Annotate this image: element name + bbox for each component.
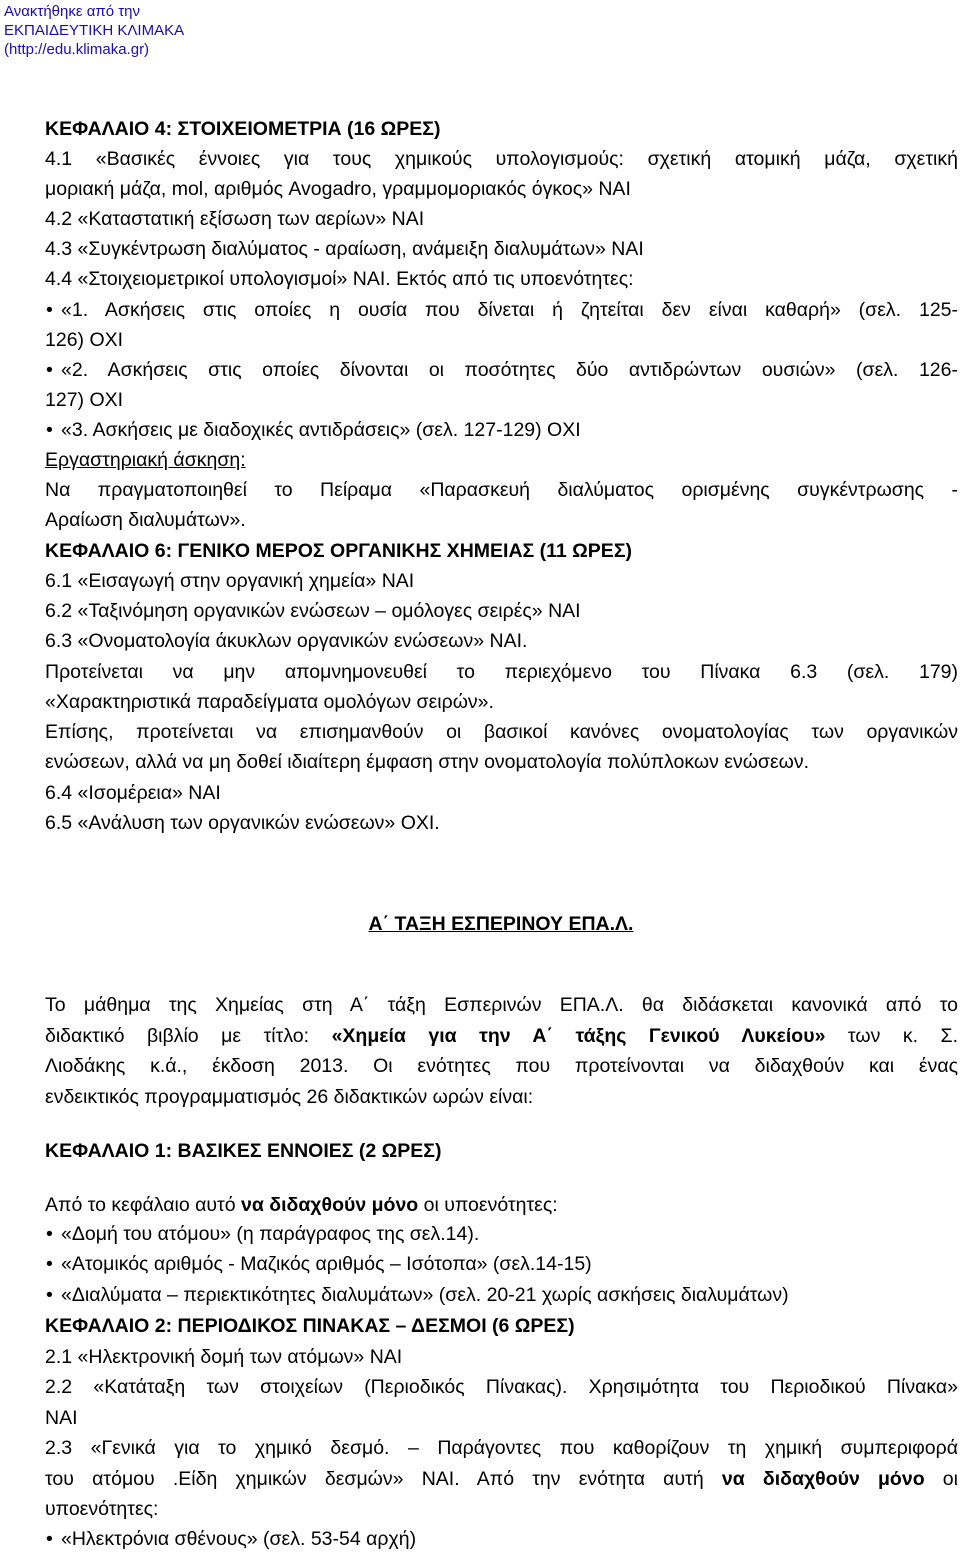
- section-6-2: 6.2 «Ταξινόμηση οργανικών ενώσεων – ομόλογες σειρές» ΝΑΙ: [45, 600, 581, 622]
- bullet-icon: •: [46, 419, 53, 441]
- exclusion-item-1-line2: 126) ΟΧΙ: [45, 329, 124, 351]
- lab-exercise-line1: Να πραγματοποιηθεί το Πείραμα «Παρασκευή διαλύματος ορισμένης συγκέντρωσης -: [45, 479, 958, 501]
- chapter1-item-2: [46, 1252, 592, 1276]
- chapter1-lead: [45, 1193, 558, 1217]
- exclusion-item-text: «3. Ασκήσεις με διαδοχικές αντιδράσεις» (σελ. 127-129) ΟΧΙ: [61, 419, 581, 441]
- section-2-3-line1: 2.3 «Γενικά για το χημικό δεσμό. – Παράγοντες που καθορίζουν τη χημική συμπεριφορά: [45, 1437, 958, 1459]
- bullet-icon: •: [46, 299, 53, 321]
- section-6-5: 6.5 «Ανάλυση των οργανικών ενώσεων» ΟΧΙ.: [45, 812, 440, 834]
- section-2-1: 2.1 «Ηλεκτρονική δομή των ατόμων» ΝΑΙ: [45, 1346, 403, 1368]
- watermark-line[interactable]: (http://edu.klimaka.gr): [4, 41, 150, 58]
- section-2-3-line3: υποενότητες:: [45, 1498, 159, 1520]
- list-item-text: «Δομή του ατόμου» (η παράγραφος της σελ.14).: [61, 1223, 480, 1245]
- chapter1-item-1: [46, 1222, 479, 1246]
- note-paragraph-2-line1: Επίσης, προτείνεται να επισημανθούν οι βασικοί κανόνες ονοματολογίας των οργανικών: [45, 721, 958, 743]
- list-item-text: «Ηλεκτρόνια σθένους» (σελ. 53-54 αρχή): [61, 1528, 417, 1550]
- book-title: «Χημεία για την Α΄ τάξης Γενικού Λυκείου»: [331, 1025, 826, 1047]
- section-2-2-line2: ΝΑΙ: [45, 1407, 78, 1429]
- section-2-3-line2: [45, 1467, 958, 1491]
- watermark-line: ΕΚΠΑΙΔΕΥΤΙΚΗ ΚΛΙΜΑΚΑ: [4, 22, 185, 39]
- bullet-icon: •: [46, 359, 53, 381]
- exclusion-item-2-line1: [46, 358, 958, 382]
- intro-line1: Το μάθημα της Χημείας στη Α΄ τάξη Εσπερινών ΕΠΑ.Λ. θα διδάσκεται κανονικά από το: [45, 994, 958, 1016]
- bullet-icon: •: [46, 1223, 53, 1245]
- chapter1-item-3: [46, 1283, 789, 1307]
- section-6-3: 6.3 «Ονοματολογία άκυκλων οργανικών ενώσεων» ΝΑΙ.: [45, 630, 528, 652]
- note-paragraph-1-line1: Προτείνεται να μην απομνημονευθεί το περιεχόμενο του Πίνακα 6.3 (σελ. 179): [45, 661, 958, 683]
- list-item-text: «Ατομικός αριθμός - Μαζικός αριθμός – Ισότοπα» (σελ.14-15): [61, 1253, 592, 1275]
- intro-line3: Λιοδάκης κ.ά., έκδοση 2013. Οι ενότητες που προτείνονται να διδαχθούν και ένας: [45, 1055, 958, 1077]
- section-title: Α΄ ΤΑΞΗ ΕΣΠΕΡΙΝΟΥ ΕΠΑ.Λ.: [368, 913, 634, 935]
- bullet-icon: •: [46, 1284, 53, 1306]
- intro-text: διδακτικό βιβλίο με τίτλο:: [45, 1025, 332, 1047]
- section-6-4: 6.4 «Ισομέρεια» ΝΑΙ: [45, 782, 221, 804]
- section-4-4: 4.4 «Στοιχειομετρικοί υπολογισμοί» ΝΑΙ. Εκτός από τις υποενότητες:: [45, 268, 634, 290]
- chapter2-item-1: [46, 1527, 416, 1551]
- lead-text: Από το κεφάλαιο αυτό: [45, 1194, 241, 1216]
- section-4-2: 4.2 «Καταστατική εξίσωση των αερίων» ΝΑΙ: [45, 208, 425, 230]
- exclusion-item-text: «2. Ασκήσεις στις οποίες δίνονται οι ποσότητες δύο αντιδρώντων ουσιών» (σελ. 126-: [61, 359, 958, 381]
- intro-line4: ενδεικτικός προγραμματισμός 26 διδακτικών ωρών είναι:: [45, 1086, 534, 1108]
- section-6-1: 6.1 «Εισαγωγή στην οργανική χημεία» ΝΑΙ: [45, 570, 415, 592]
- section-4-3: 4.3 «Συγκέντρωση διαλύματος - αραίωση, ανάμειξη διαλυμάτων» ΝΑΙ: [45, 238, 644, 260]
- section-4-1-line1: 4.1 «Βασικές έννοιες για τους χημικούς υπολογισμούς: σχετική ατομική μάζα, σχετική: [45, 148, 958, 170]
- section-emphasis: να διδαχθούν μόνο: [721, 1468, 925, 1490]
- exclusion-item-text: «1. Ασκήσεις στις οποίες η ουσία που δίνεται ή ζητείται δεν είναι καθαρή» (σελ. 125-: [61, 299, 958, 321]
- intro-line2: [45, 1024, 958, 1048]
- lab-exercise-line2: Αραίωση διαλυμάτων».: [45, 509, 246, 531]
- note-paragraph-2-line2: ενώσεων, αλλά να μη δοθεί ιδιαίτερη έμφαση στην ονοματολογία πολύπλοκων ενώσεων.: [45, 751, 810, 773]
- intro-text: των κ. Σ.: [825, 1025, 958, 1047]
- lead-text: οι υποενότητες:: [418, 1194, 558, 1216]
- note-paragraph-1-line2: «Χαρακτηριστικά παραδείγματα ομολόγων σειρών».: [45, 691, 494, 713]
- list-item-text: «Διαλύματα – περιεκτικότητες διαλυμάτων» (σελ. 20-21 χωρίς ασκήσεις διαλυμάτων): [61, 1284, 789, 1306]
- bullet-icon: •: [46, 1253, 53, 1275]
- source-watermark: [4, 2, 184, 59]
- chapter4-heading: ΚΕΦΑΛΑΙΟ 4: ΣΤΟΙΧΕΙΟΜΕΤΡΙΑ (16 ΩΡΕΣ): [45, 118, 441, 140]
- chapter1-heading: ΚΕΦΑΛΑΙΟ 1: ΒΑΣΙΚΕΣ ΕΝΝΟΙΕΣ (2 ΩΡΕΣ): [45, 1140, 442, 1162]
- section-2-2-line1: 2.2 «Κατάταξη των στοιχείων (Περιοδικός Πίνακας). Χρησιμότητα του Περιοδικού Πίνακα»: [45, 1376, 958, 1398]
- exclusion-item-3: [46, 418, 581, 442]
- chapter6-heading: ΚΕΦΑΛΑΙΟ 6: ΓΕΝΙΚΟ ΜΕΡΟΣ ΟΡΓΑΝΙΚΗΣ ΧΗΜΕΙΑΣ (11 ΩΡΕΣ): [45, 540, 633, 562]
- section-text: οι: [924, 1468, 958, 1490]
- lab-exercise-title: Εργαστηριακή άσκηση:: [45, 449, 246, 471]
- lead-emphasis: να διδαχθούν μόνο: [241, 1194, 419, 1216]
- exclusion-item-2-line2: 127) ΟΧΙ: [45, 389, 124, 411]
- section-text: του ατόμου .Είδη χημικών δεσμών» ΝΑΙ. Από την ενότητα αυτή: [45, 1468, 722, 1490]
- exclusion-item-1-line1: [46, 298, 958, 322]
- bullet-icon: •: [46, 1528, 53, 1550]
- watermark-line: Ανακτήθηκε από την: [4, 3, 141, 20]
- chapter2-heading: ΚΕΦΑΛΑΙΟ 2: ΠΕΡΙΟΔΙΚΟΣ ΠΙΝΑΚΑΣ – ΔΕΣΜΟΙ (6 ΩΡΕΣ): [45, 1315, 575, 1337]
- section-4-1-line2: μοριακή μάζα, mol, αριθμός Avogadro, γραμμομοριακός όγκος» ΝΑΙ: [45, 178, 631, 200]
